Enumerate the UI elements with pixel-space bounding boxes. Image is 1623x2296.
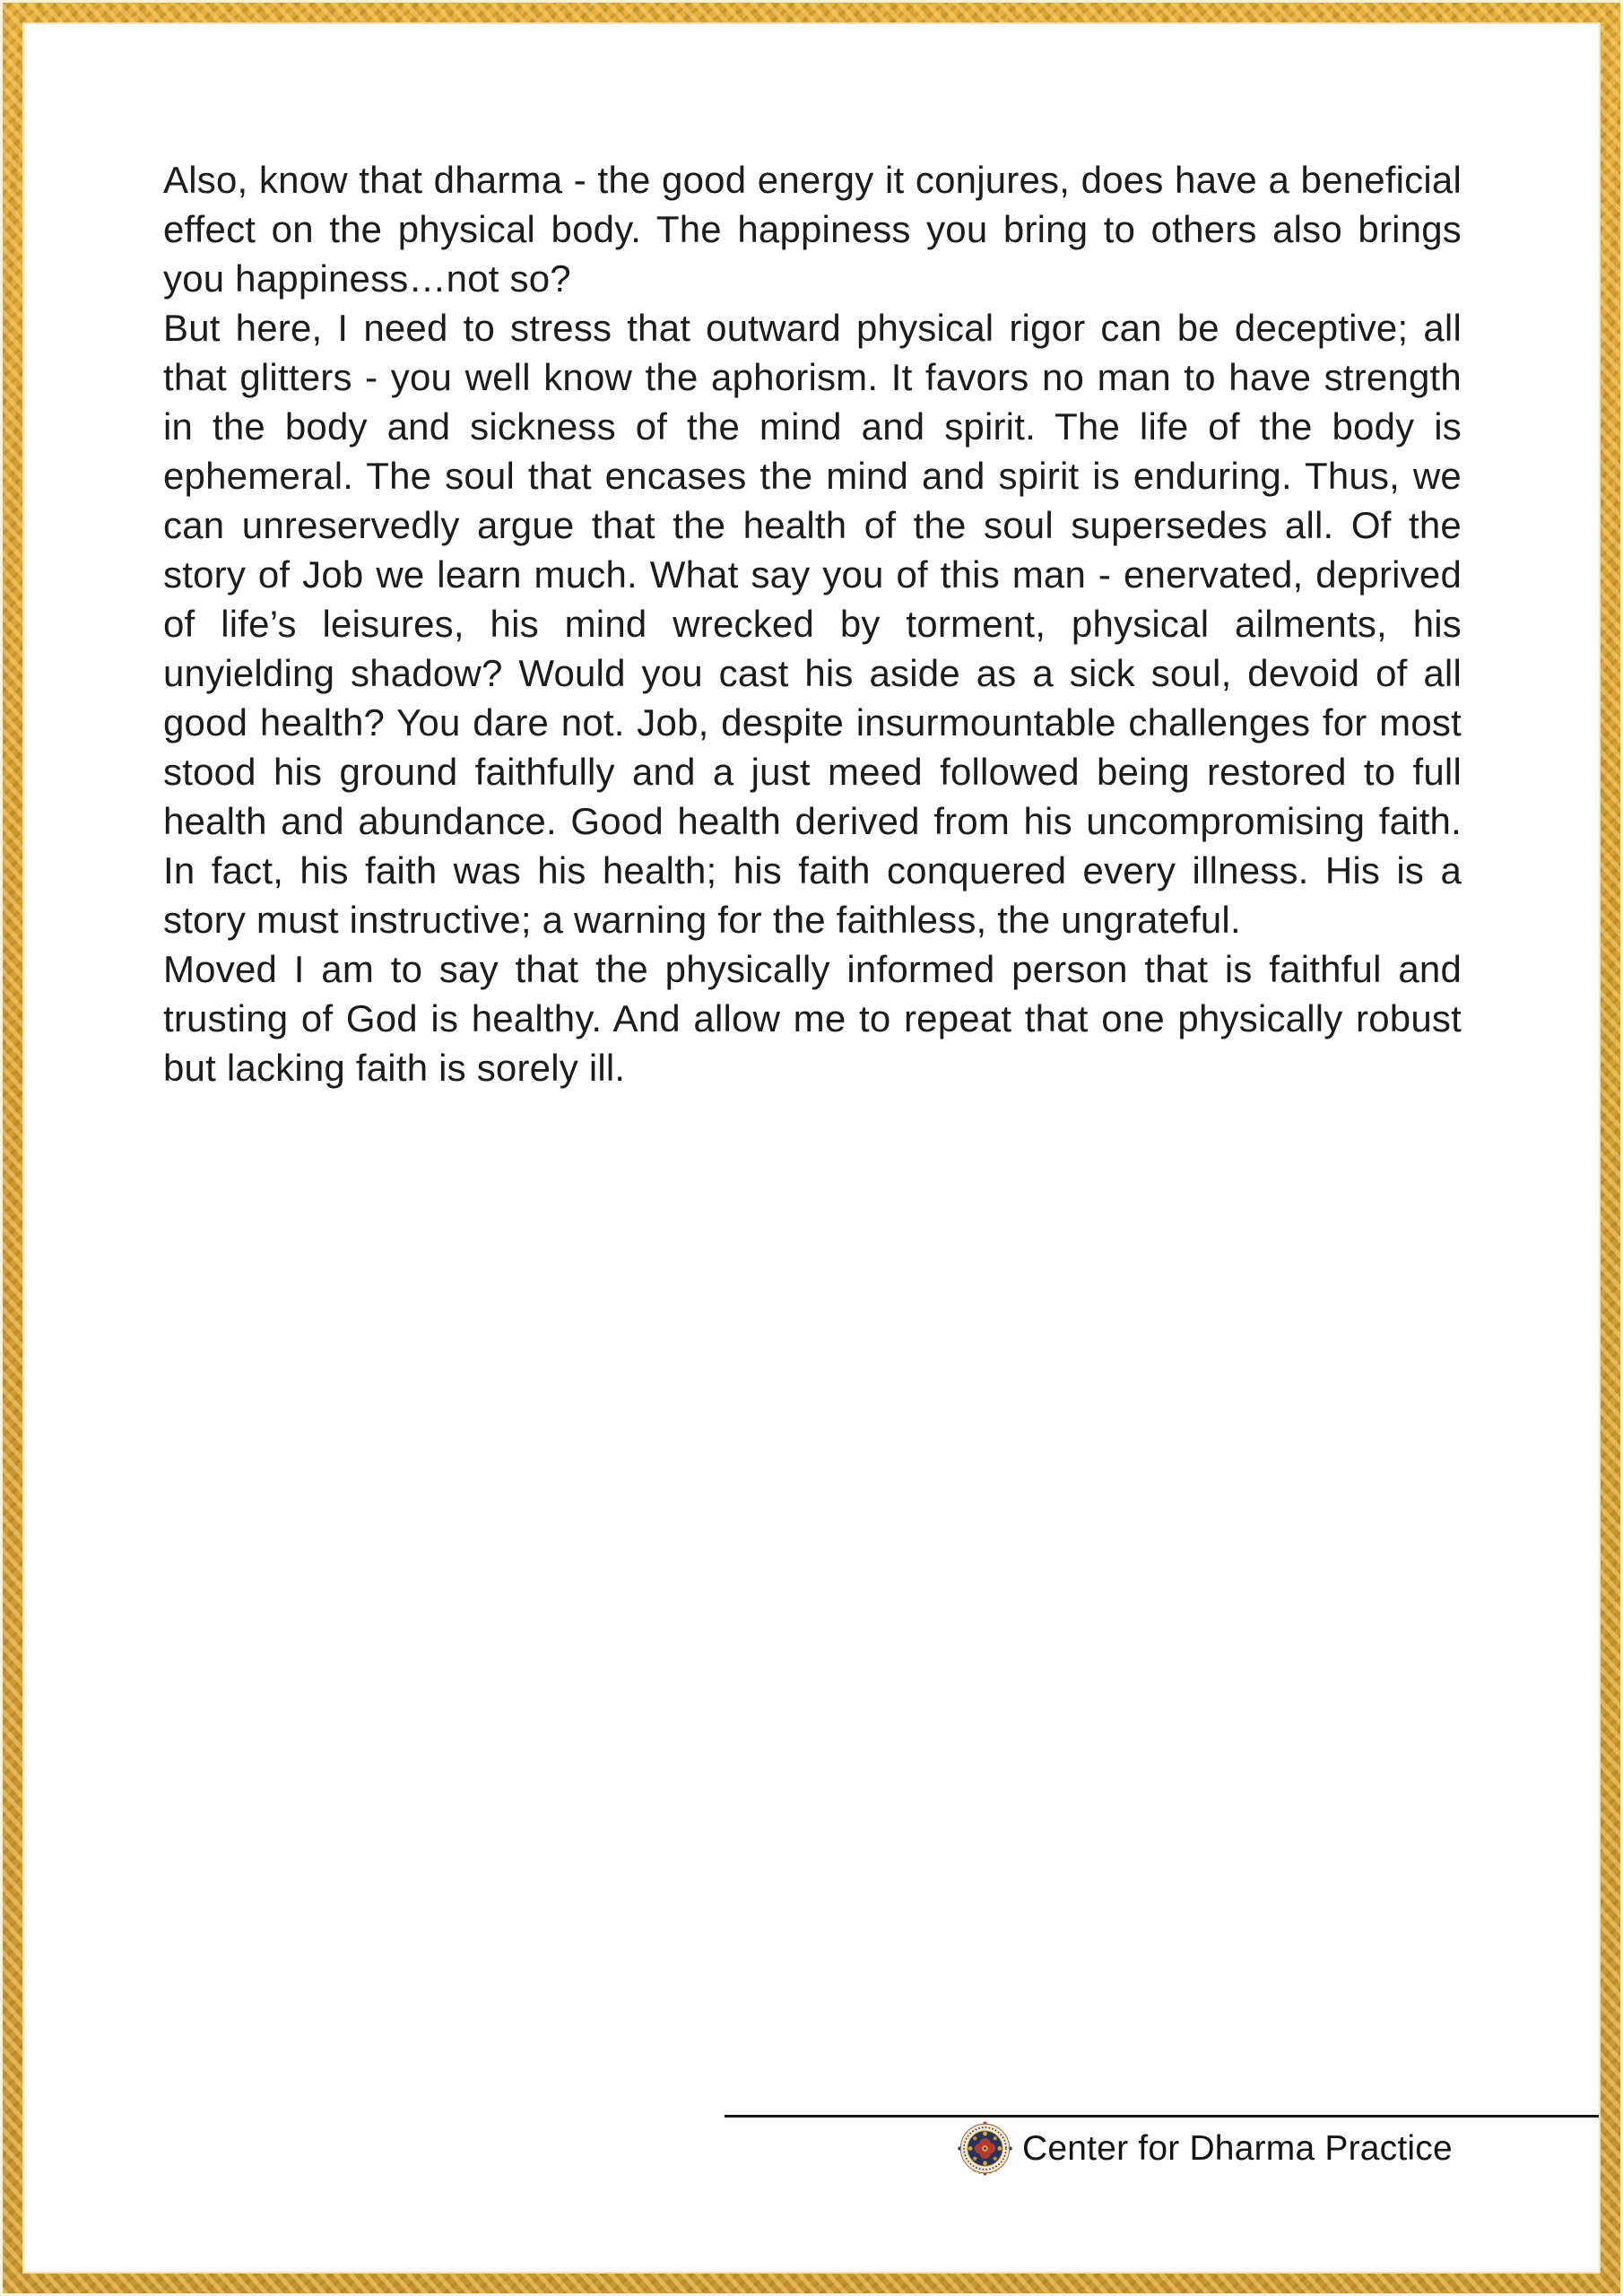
paragraph-conclusion: Moved I am to say that the physically informed person that is faithful and trusting of God is healthy. And allow me to repeat that one physically robust but lacking faith is sorely ill. [163,948,1462,1089]
footer [958,2120,1453,2176]
body-text [163,155,1462,1092]
dharma-mandala-logo-icon [958,2121,1012,2176]
org-name-label: Center for Dharma Practice [1022,2128,1453,2168]
footer-divider [725,2115,1599,2118]
paragraph-dharma-energy: Also, know that dharma - the good energy it conjures, does have a beneficial effect on the physical body. The happiness you bring to others also brings you happiness…not so? [163,159,1462,300]
paragraph-job-story: But here, I need to stress that outward physical rigor can be deceptive; all that glitters - you well know the aphorism. It favors no man to have strength in the body and sickness of the mind and spirit. The life of the body is ephemeral. The soul that encases the mind and spirit is enduring. Thus, we can unreservedly argue that the health of the soul supersedes all. Of the story of Job we learn much. What say you of this man - enervated, deprived of life’s leisures, his mind wrecked by torment, physical ailments, his unyielding shadow? Would you cast his aside as a sick soul, devoid of all good health? You dare not. Job, despite insurmountable challenges for most stood his ground faithfully and a just meed followed being restored to full health and abundance. Good health derived from his uncompromising faith. In fact, his faith was his health; his faith conquered every illness. His is a story must instructive; a warning for the faithless, the ungrateful. [163,307,1462,941]
page-sheet [24,24,1599,2272]
